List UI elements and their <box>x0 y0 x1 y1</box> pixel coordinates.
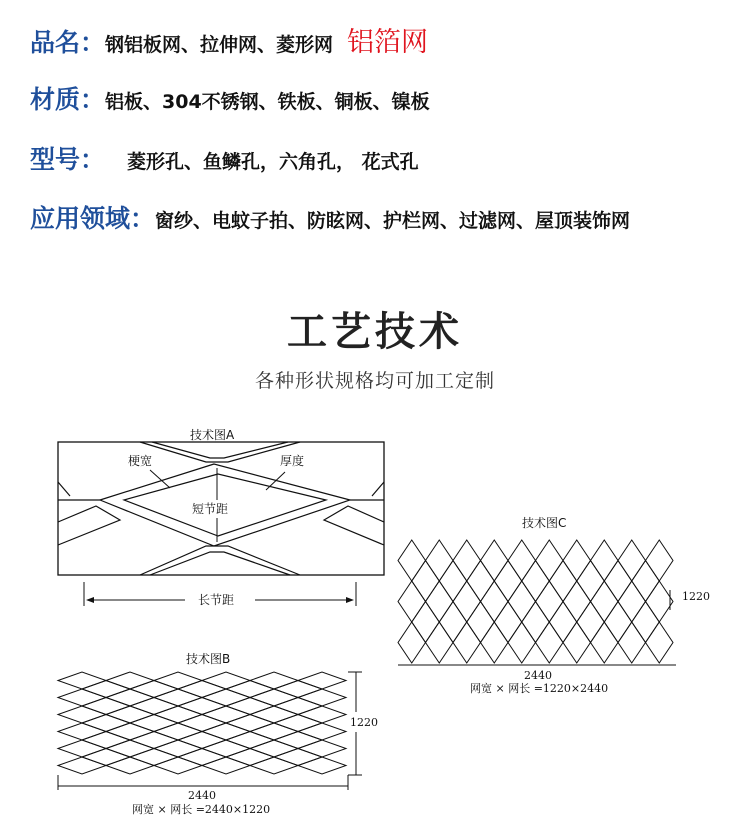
mesh-diamond <box>298 740 346 757</box>
spec-value: 菱形孔、鱼鳞孔，六角孔， 花式孔 <box>127 151 419 173</box>
diagram-c-caption: 网宽 × 网长 =1220×2440 <box>470 682 609 695</box>
mesh-diamond <box>82 732 130 749</box>
mesh-diamond <box>178 749 226 766</box>
mesh-diamond <box>591 540 619 581</box>
mesh-diamond <box>58 757 106 774</box>
section-title: 工艺技术 <box>287 309 463 355</box>
mesh-diamond <box>106 757 154 774</box>
mesh-diamond <box>178 715 226 732</box>
mesh-diamond <box>632 561 660 602</box>
mesh-diamond <box>508 581 536 622</box>
mesh-diamond <box>250 672 298 689</box>
mesh-diamond <box>130 698 178 715</box>
spec-label: 型号： <box>30 145 106 174</box>
mesh-diamond <box>453 581 481 622</box>
mesh-diamond <box>646 540 674 581</box>
mesh-diamond <box>58 740 106 757</box>
mesh-diamond <box>412 602 440 643</box>
mesh-diamond <box>226 749 274 766</box>
spec-value: 钢铝板网、拉伸网、菱形网 <box>105 34 334 56</box>
mesh-diamond <box>106 706 154 723</box>
mesh-diamond <box>154 740 202 757</box>
label-thickness: 厚度 <box>280 454 305 468</box>
mesh-diamond <box>82 749 130 766</box>
mesh-diamond <box>481 581 509 622</box>
mesh-diamond <box>202 757 250 774</box>
mesh-diamond <box>106 689 154 706</box>
mesh-diamond <box>563 581 591 622</box>
mesh-diamond <box>398 622 426 663</box>
mesh-diamond <box>130 715 178 732</box>
mesh-diamond <box>82 698 130 715</box>
mesh-diamond <box>250 757 298 774</box>
mesh-diamond <box>439 561 467 602</box>
mesh-diamond <box>298 757 346 774</box>
mesh-diamond <box>106 740 154 757</box>
mesh-diamond <box>154 723 202 740</box>
mesh-diamond <box>549 561 577 602</box>
spec-value: 窗纱、电蚊子拍、防眩网、护栏网、过滤网、屋顶装饰网 <box>155 210 631 232</box>
mesh-diamond <box>508 622 536 663</box>
mesh-diamond <box>298 672 346 689</box>
mesh-diamond <box>494 561 522 602</box>
spec-label: 品名： <box>30 28 106 57</box>
mesh-diamond <box>202 689 250 706</box>
mesh-diamond <box>250 689 298 706</box>
mesh-diamond <box>154 672 202 689</box>
mesh-diamond <box>250 706 298 723</box>
mesh-diamond <box>536 540 564 581</box>
mesh-diamond <box>130 749 178 766</box>
mesh-diamond <box>202 706 250 723</box>
mesh-diamond <box>130 732 178 749</box>
mesh-diamond <box>298 706 346 723</box>
diagram-c-title: 技术图C <box>522 516 567 530</box>
spec-value: 铝板、304不锈钢、铁板、铜板、镍板 <box>105 91 430 113</box>
mesh-diamond <box>494 602 522 643</box>
mesh-diamond <box>618 581 646 622</box>
highlight-product: 铝箔网 <box>347 27 429 58</box>
label-short-pitch: 短节距 <box>192 502 229 516</box>
mesh-diamond <box>577 561 605 602</box>
mesh-diamond <box>58 723 106 740</box>
diagram-b-caption: 网宽 × 网长 =2440×1220 <box>132 803 271 816</box>
mesh-diamond <box>202 672 250 689</box>
mesh-diamond <box>536 622 564 663</box>
label-long-pitch: 长节距 <box>198 593 235 607</box>
diagram-b-mesh <box>58 672 346 774</box>
mesh-diamond <box>577 602 605 643</box>
mesh-diamond <box>398 540 426 581</box>
mesh-diamond <box>226 732 274 749</box>
mesh-diamond <box>274 732 322 749</box>
mesh-diamond <box>250 723 298 740</box>
mesh-diamond <box>426 581 454 622</box>
diagram-c-mesh <box>398 540 673 663</box>
mesh-diamond <box>58 689 106 706</box>
mesh-diamond <box>274 681 322 698</box>
mesh-diamond <box>522 561 550 602</box>
diagram-c-height: 1220 <box>682 590 710 603</box>
mesh-diamond <box>426 540 454 581</box>
spec-label: 应用领域： <box>30 204 156 233</box>
mesh-diamond <box>226 698 274 715</box>
mesh-diamond <box>154 689 202 706</box>
mesh-diamond <box>412 561 440 602</box>
spec-label: 材质： <box>30 85 106 114</box>
mesh-diamond <box>178 732 226 749</box>
mesh-diamond <box>274 698 322 715</box>
mesh-diamond <box>591 581 619 622</box>
diagram-b <box>58 651 378 816</box>
mesh-diamond <box>250 740 298 757</box>
mesh-diamond <box>58 706 106 723</box>
diagram-a <box>58 427 384 607</box>
mesh-diamond <box>481 622 509 663</box>
mesh-diamond <box>274 715 322 732</box>
diagram-b-width: 2440 <box>188 789 216 802</box>
mesh-diamond <box>646 581 674 622</box>
mesh-diamond <box>202 723 250 740</box>
mesh-diamond <box>130 681 178 698</box>
mesh-diamond <box>646 622 674 663</box>
diagram-a-title: 技术图A <box>190 428 235 442</box>
mesh-diamond <box>604 602 632 643</box>
mesh-diamond <box>591 622 619 663</box>
mesh-diamond <box>202 740 250 757</box>
section-subtitle: 各种形状规格均可加工定制 <box>254 370 495 392</box>
diagram-b-title: 技术图B <box>186 652 231 666</box>
mesh-diamond <box>508 540 536 581</box>
mesh-diamond <box>563 540 591 581</box>
mesh-diamond <box>178 681 226 698</box>
mesh-diamond <box>453 540 481 581</box>
label-strand-width: 梗宽 <box>128 454 153 468</box>
mesh-diamond <box>439 602 467 643</box>
mesh-diamond <box>82 681 130 698</box>
mesh-diamond <box>563 622 591 663</box>
mesh-diamond <box>426 622 454 663</box>
mesh-diamond <box>632 602 660 643</box>
mesh-diamond <box>274 749 322 766</box>
mesh-diamond <box>453 622 481 663</box>
mesh-diamond <box>467 561 495 602</box>
mesh-diamond <box>536 581 564 622</box>
mesh-diamond <box>618 622 646 663</box>
diagram-c <box>398 515 710 695</box>
mesh-diamond <box>549 602 577 643</box>
mesh-diamond <box>154 757 202 774</box>
mesh-diamond <box>82 715 130 732</box>
mesh-diamond <box>226 715 274 732</box>
mesh-diamond <box>398 581 426 622</box>
mesh-diamond <box>226 681 274 698</box>
mesh-diamond <box>58 672 106 689</box>
mesh-diamond <box>178 698 226 715</box>
mesh-diamond <box>604 561 632 602</box>
mesh-diamond <box>298 723 346 740</box>
mesh-diamond <box>618 540 646 581</box>
mesh-diamond <box>467 602 495 643</box>
mesh-diamond <box>106 723 154 740</box>
mesh-diamond <box>481 540 509 581</box>
mesh-diamond <box>106 672 154 689</box>
diagram-b-height: 1220 <box>350 716 378 729</box>
diagram-c-width: 2440 <box>524 669 552 682</box>
mesh-diamond <box>298 689 346 706</box>
mesh-diamond <box>154 706 202 723</box>
mesh-diamond <box>522 602 550 643</box>
